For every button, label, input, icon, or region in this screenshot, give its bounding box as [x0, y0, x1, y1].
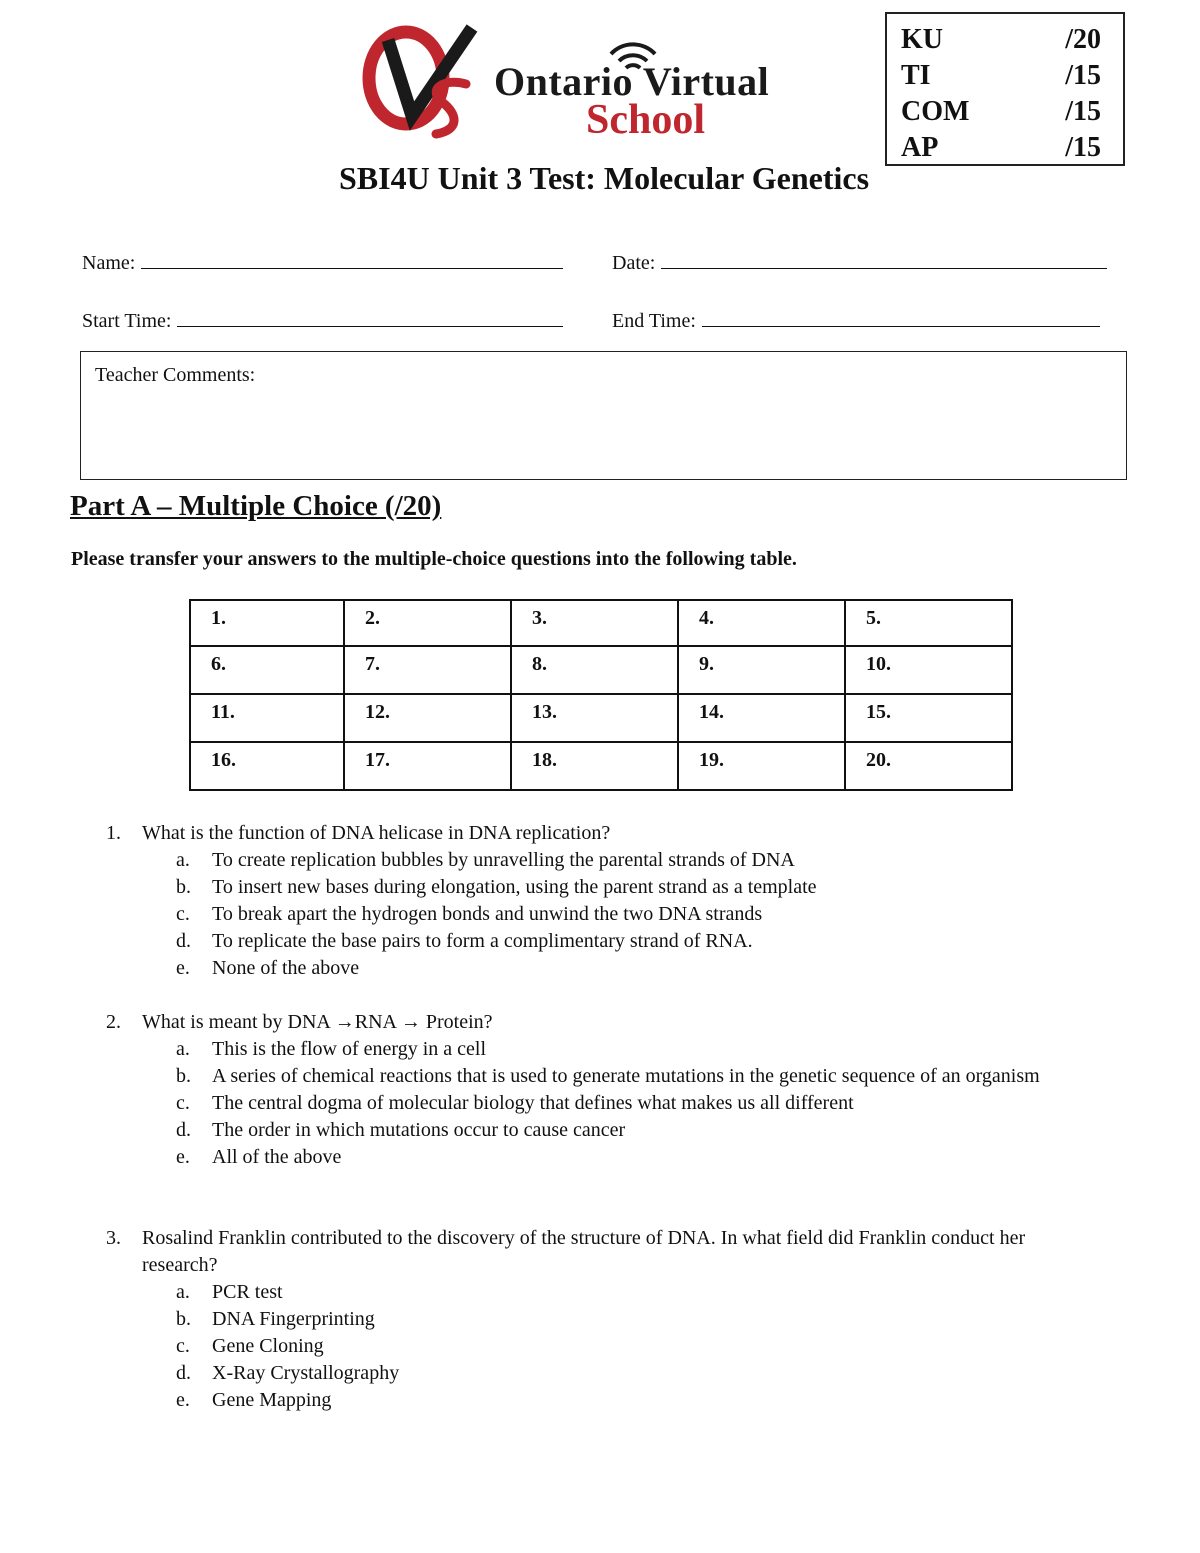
- option-a[interactable]: [176, 1036, 1106, 1063]
- answer-cell[interactable]: 4.: [678, 600, 845, 646]
- question-text: Rosalind Franklin contributed to the discovery of the structure of DNA. In what field did Franklin conduct her research?: [142, 1227, 1026, 1276]
- option-b[interactable]: [176, 1306, 1106, 1333]
- option-text: Gene Mapping: [212, 1389, 332, 1411]
- logo-text-school: School: [586, 97, 706, 143]
- answer-cell[interactable]: 15.: [845, 694, 1012, 742]
- option-label: b.: [176, 876, 191, 898]
- option-c[interactable]: [176, 1333, 1106, 1360]
- score-max: /20: [1065, 24, 1101, 55]
- option-e[interactable]: [176, 1144, 1106, 1171]
- option-text: A series of chemical reactions that is used to generate mutations in the genetic sequence of an organism: [212, 1065, 1040, 1087]
- answer-grid-row: [190, 646, 1012, 694]
- option-c[interactable]: [176, 901, 1106, 928]
- option-text: To break apart the hydrogen bonds and unwind the two DNA strands: [212, 903, 763, 925]
- teacher-comments-box: [80, 351, 1127, 480]
- option-d[interactable]: [176, 1360, 1106, 1387]
- answer-grid-row: [190, 742, 1012, 790]
- option-label: c.: [176, 1092, 190, 1114]
- answer-cell[interactable]: 18.: [511, 742, 678, 790]
- option-label: a.: [176, 849, 190, 871]
- answer-cell[interactable]: 9.: [678, 646, 845, 694]
- option-text: This is the flow of energy in a cell: [212, 1038, 487, 1060]
- answer-cell[interactable]: 19.: [678, 742, 845, 790]
- answer-cell[interactable]: 14.: [678, 694, 845, 742]
- option-label: e.: [176, 1389, 190, 1411]
- answer-cell[interactable]: 11.: [190, 694, 344, 742]
- instruction-text: Please transfer your answers to the multiple-choice questions into the following table.: [71, 548, 797, 570]
- option-b[interactable]: [176, 874, 1106, 901]
- score-max: /15: [1065, 96, 1101, 127]
- answer-cell[interactable]: 2.: [344, 600, 511, 646]
- question-text: What is meant by DNA →RNA → Protein?: [142, 1011, 493, 1033]
- question-3: [106, 1225, 1106, 1414]
- answer-cell[interactable]: 3.: [511, 600, 678, 646]
- score-max: /15: [1065, 60, 1101, 91]
- answer-cell[interactable]: 5.: [845, 600, 1012, 646]
- option-text: The order in which mutations occur to cause cancer: [212, 1119, 626, 1141]
- option-label: b.: [176, 1065, 191, 1087]
- score-row-ku: [901, 24, 1101, 60]
- score-box: [885, 12, 1125, 166]
- option-d[interactable]: [176, 928, 1106, 955]
- option-label: a.: [176, 1281, 190, 1303]
- option-text: The central dogma of molecular biology that defines what makes us all different: [212, 1092, 854, 1114]
- logo-text-ontario-virtual: Ontario Virtual: [494, 59, 770, 104]
- answer-cell[interactable]: 12.: [344, 694, 511, 742]
- score-category: TI: [901, 60, 931, 91]
- score-category: KU: [901, 24, 943, 55]
- option-text: PCR test: [212, 1281, 283, 1303]
- answer-cell[interactable]: 10.: [845, 646, 1012, 694]
- score-row-com: [901, 96, 1101, 132]
- option-a[interactable]: [176, 847, 1106, 874]
- answer-cell[interactable]: 8.: [511, 646, 678, 694]
- answer-grid-row: [190, 600, 1012, 646]
- option-label: e.: [176, 957, 190, 979]
- question-number: 2.: [106, 1011, 121, 1033]
- score-max: /15: [1065, 132, 1101, 163]
- option-text: To insert new bases during elongation, using the parent strand as a template: [212, 876, 817, 898]
- option-label: c.: [176, 903, 190, 925]
- option-label: d.: [176, 1362, 191, 1384]
- question-number: 1.: [106, 822, 121, 844]
- name-field: [82, 252, 563, 275]
- option-e[interactable]: [176, 955, 1106, 982]
- answer-cell[interactable]: 13.: [511, 694, 678, 742]
- part-a-heading: Part A – Multiple Choice (/20): [70, 490, 442, 522]
- page-title: SBI4U Unit 3 Test: Molecular Genetics: [338, 160, 870, 196]
- date-field: [612, 252, 1107, 275]
- option-d[interactable]: [176, 1117, 1106, 1144]
- option-label: e.: [176, 1146, 190, 1168]
- end-time-input-line[interactable]: [702, 312, 1100, 327]
- start-time-field: [82, 310, 563, 333]
- ovs-logo-mark: [362, 22, 482, 140]
- end-time-label: End Time:: [612, 310, 696, 332]
- score-category: COM: [901, 96, 970, 127]
- option-text: To create replication bubbles by unravelling the parental strands of DNA: [212, 849, 795, 871]
- score-row-ti: [901, 60, 1101, 96]
- answer-grid-row: [190, 694, 1012, 742]
- option-a[interactable]: [176, 1279, 1106, 1306]
- option-label: d.: [176, 930, 191, 952]
- score-category: AP: [901, 132, 939, 163]
- start-time-input-line[interactable]: [177, 312, 563, 327]
- option-e[interactable]: [176, 1387, 1106, 1414]
- option-text: Gene Cloning: [212, 1335, 324, 1357]
- option-text: X-Ray Crystallography: [212, 1362, 400, 1384]
- option-text: All of the above: [212, 1146, 342, 1168]
- option-label: a.: [176, 1038, 190, 1060]
- answer-cell[interactable]: 1.: [190, 600, 344, 646]
- answer-grid: [189, 599, 1013, 791]
- date-input-line[interactable]: [661, 254, 1107, 269]
- name-input-line[interactable]: [141, 254, 563, 269]
- option-b[interactable]: [176, 1063, 1102, 1090]
- name-label: Name:: [82, 252, 136, 274]
- option-text: To replicate the base pairs to form a complimentary strand of RNA.: [212, 930, 753, 952]
- option-label: d.: [176, 1119, 191, 1141]
- answer-cell[interactable]: 17.: [344, 742, 511, 790]
- option-label: c.: [176, 1335, 190, 1357]
- date-label: Date:: [612, 252, 656, 274]
- option-text: None of the above: [212, 957, 360, 979]
- answer-cell[interactable]: 20.: [845, 742, 1012, 790]
- answer-cell[interactable]: 7.: [344, 646, 511, 694]
- question-2: [106, 1009, 1106, 1171]
- start-time-label: Start Time:: [82, 310, 172, 332]
- teacher-comments-label: Teacher Comments:: [95, 364, 256, 386]
- answer-cell[interactable]: 6.: [190, 646, 344, 694]
- question-number: 3.: [106, 1227, 121, 1249]
- option-c[interactable]: [176, 1090, 1106, 1117]
- answer-cell[interactable]: 16.: [190, 742, 344, 790]
- question-1: [106, 820, 1106, 982]
- question-text: What is the function of DNA helicase in DNA replication?: [142, 822, 611, 844]
- option-text: DNA Fingerprinting: [212, 1308, 375, 1330]
- end-time-field: [612, 310, 1100, 333]
- option-label: b.: [176, 1308, 191, 1330]
